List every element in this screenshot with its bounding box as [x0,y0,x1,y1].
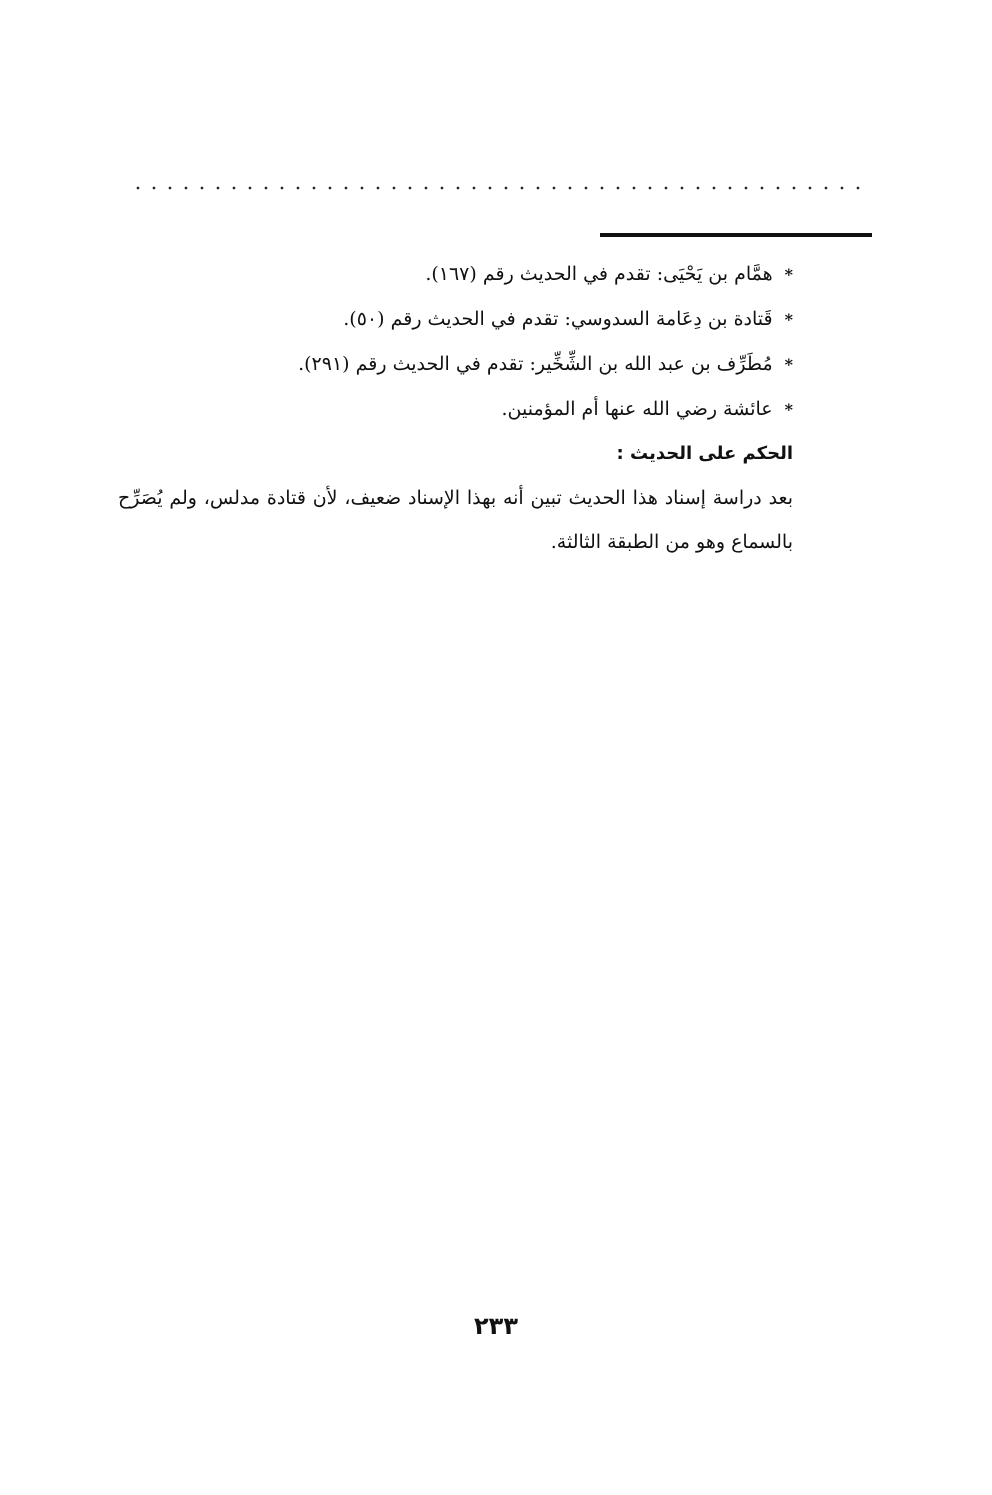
narrator-text: همَّام بن يَحْيَى: تقدم في الحديث رقم (١٦٧). [425,263,773,285]
bullet-marker: * [784,310,793,329]
narrator-item [118,387,793,432]
narrator-text: مُطَرِّف بن عبد الله بن الشِّخِّير: تقدم في الحديث رقم (٢٩١). [298,353,773,375]
page-number: ٢٣٣ [474,1312,518,1340]
section-rule [600,233,872,237]
dotted-separator [130,186,870,190]
narrator-item [118,252,793,297]
narrator-text: قَتادة بن دِعَامة السدوسي: تقدم في الحديث رقم (٥٠). [343,308,773,330]
bullet-marker: * [784,400,793,419]
narrator-item [118,342,793,387]
narrator-text: عائشة رضي الله عنها أم المؤمنين. [501,398,773,420]
ruling-heading: الحكم على الحديث : [616,443,793,464]
ruling-paragraph: بعد دراسة إسناد هذا الحديث تبين أنه بهذا الإسناد ضعيف، لأن قتادة مدلس، ولم يُصَرِّح بالسماع وهو من الطبقة الثالثة. [118,487,793,553]
narrators-section [118,252,793,564]
narrator-item [118,297,793,342]
bullet-marker: * [784,355,793,374]
bullet-marker: * [784,265,793,284]
